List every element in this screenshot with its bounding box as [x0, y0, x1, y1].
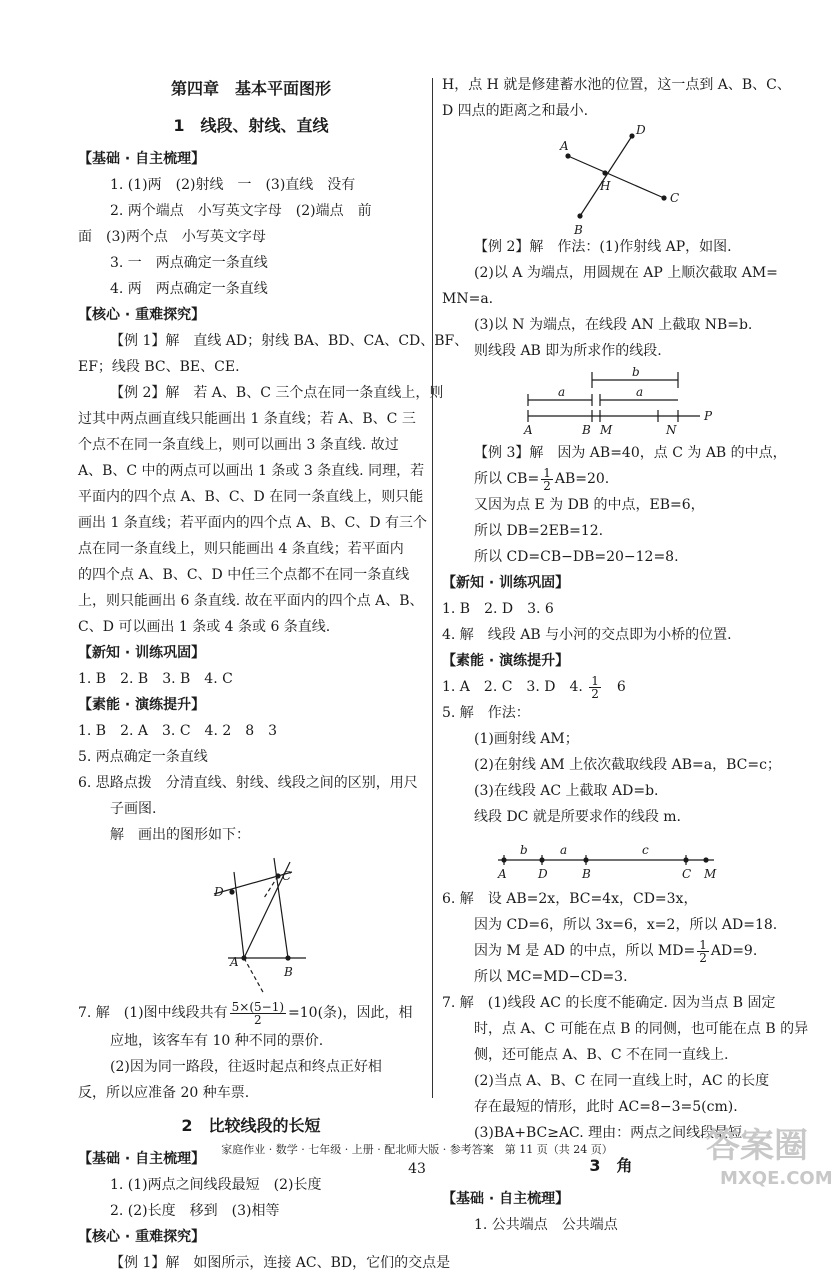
text-line: 线段 DC 就是所要求作的线段 m.	[474, 809, 682, 825]
subsection-heading: 【新知 · 训练巩固】	[78, 645, 206, 661]
text-line: 点在同一条直线上，则只能画出 4 条直线；若平面内	[78, 541, 404, 557]
text-line: 存在最短的情形，此时 AC=8−3=5(cm).	[474, 1099, 738, 1115]
fig2-svg	[442, 124, 780, 234]
text-line: 7. 解 (1)线段 AC 的长度不能确定. 因为当点 B 固定	[442, 995, 776, 1011]
fraction-denominator: 2	[591, 686, 599, 701]
fraction-denominator: 2	[254, 1012, 262, 1027]
fraction	[589, 675, 601, 700]
point-a	[565, 153, 570, 158]
text-line: 【例 1】解 如图所示，连接 AC、BD，它们的交点是	[110, 1255, 451, 1271]
label-A: A	[524, 423, 533, 437]
figure-fig3	[442, 364, 780, 440]
text-line: (1)画射线 AM；	[474, 731, 579, 747]
subsection-heading: 【素能 · 演练提升】	[442, 653, 570, 669]
text-line: (2)以 A 为端点，用圆规在 AP 上顺次截取 AM=	[474, 265, 778, 281]
text-line: 1. B 2. D 3. 6	[442, 601, 554, 617]
text-line: 5. 两点确定一条直线	[78, 749, 208, 765]
text-line: 【例 2】解 作法：(1)作射线 AP，如图.	[474, 239, 732, 255]
text-line: 所以 CD=CB−DB=20−12=8.	[474, 549, 679, 565]
figure-fig2	[442, 124, 780, 234]
text-line: 1. (1)两 (2)射线 一 (3)直线 没有	[110, 177, 356, 193]
subsection-heading: 【基础 · 自主梳理】	[78, 1151, 206, 1167]
text-line: 因为 CD=6，所以 3x=6，x=2，所以 AD=18.	[474, 917, 778, 933]
text-line: 6. 解 设 AB=2x，BC=4x，CD=3x，	[442, 891, 698, 907]
point-h	[602, 170, 607, 175]
point-b	[285, 955, 290, 960]
subsection-heading: 【核心 · 重难探究】	[78, 307, 206, 323]
text-line: (2)在射线 AM 上依次截取线段 AB=a，BC=c；	[474, 757, 781, 773]
text-line: (3)以 N 为端点，在线段 AN 上截取 NB=b.	[474, 317, 753, 333]
fig1-svg	[78, 848, 424, 998]
text-line: 3. 一 两点确定一条直线	[110, 255, 268, 271]
label-d: D	[636, 124, 646, 137]
label-P: P	[704, 409, 713, 423]
text-line: 个点不在同一条直线上，则可以画出 3 条直线. 故过	[78, 437, 399, 453]
label-a: A	[230, 955, 239, 969]
label-d: D	[214, 885, 224, 899]
point-2	[583, 857, 588, 862]
fig4-svg	[442, 830, 780, 886]
label-c: C	[670, 191, 680, 205]
text-part: 1. A 2. C 3. D 4.	[442, 679, 588, 695]
figure-fig4	[442, 830, 780, 886]
text-line: H，点 H 就是修建蓄水池的位置，这一点到 A、B、C、	[442, 77, 791, 93]
text-line: 平面内的四个点 A、B、C、D 在同一条直线上，则只能	[78, 489, 424, 505]
fraction	[541, 467, 553, 492]
text-line: A、B、C 中的两点可以画出 1 条或 3 条直线. 同理，若	[78, 463, 425, 479]
segment-ac	[568, 156, 664, 198]
text-line: 【例 1】解 直线 AD；射线 BA、BD、CA、CD、BF、	[110, 333, 469, 349]
label-C: C	[682, 867, 692, 881]
text-line: 上，则只能画出 6 条直线. 故在平面内的四个点 A、B、	[78, 593, 424, 609]
text-part: 因为 M 是 AD 的中点，所以 MD=	[474, 943, 696, 959]
watermark-logo: 答案圈	[706, 1126, 808, 1166]
point-4	[703, 857, 708, 862]
label-c-seg: c	[642, 843, 649, 857]
text-line: EF；线段 BC、BE、CE.	[78, 359, 240, 375]
segment-bd	[580, 136, 632, 216]
fraction	[697, 939, 709, 964]
text-line: D 四点的距离之和最小.	[442, 103, 589, 119]
column-divider	[432, 78, 433, 1098]
figure-fig1	[78, 848, 424, 998]
fig3-svg	[442, 364, 780, 440]
text-line-with-fraction	[442, 938, 780, 964]
label-b-seg: b	[520, 843, 528, 857]
text-line: 又因为点 E 为 DB 的中点，EB=6，	[474, 497, 705, 513]
text-line: (2)因为同一路段，往返时起点和终点正好相	[110, 1059, 382, 1075]
text-line: 子画图.	[110, 801, 157, 817]
subsection-heading: 【素能 · 演练提升】	[78, 697, 206, 713]
text-line: 所以 MC=MD−CD=3.	[474, 969, 628, 985]
text-line: (3)在线段 AC 上截取 AD=b.	[474, 783, 659, 799]
section-title: 2 比较线段的长短	[181, 1116, 321, 1135]
point-c	[661, 195, 666, 200]
label-N: N	[666, 423, 677, 437]
text-line: (3)BA+BC≥AC. 理由：两点之间线段最短.	[474, 1125, 747, 1141]
label-M: M	[600, 423, 613, 437]
point-c	[275, 873, 280, 878]
text-line: 5. 解 作法：	[442, 705, 530, 721]
text-line: (2)当点 A、B、C 在同一直线上时，AC 的长度	[474, 1073, 770, 1089]
page-footer: 家庭作业 · 数学 · 七年级 · 上册 · 配北师大版 · 参考答案 第 11 页（共 24 页）	[221, 1143, 613, 1156]
fraction-denominator: 2	[699, 950, 707, 965]
subsection-heading: 【核心 · 重难探究】	[78, 1229, 206, 1245]
section-title: 3 角	[589, 1156, 633, 1175]
text-line: 解 画出的图形如下：	[110, 827, 250, 843]
text-part: =10(条)，因此，相	[288, 1005, 413, 1021]
label-b-seg: b	[632, 365, 640, 379]
section-title: 1 线段、射线、直线	[173, 116, 329, 135]
fraction-numerator: 1	[699, 937, 707, 952]
label-A: A	[498, 867, 507, 881]
fraction-numerator: 5×(5−1)	[231, 999, 285, 1014]
text-line: 时，点 A、C 可能在点 B 的同侧，也可能在点 B 的异	[474, 1021, 809, 1037]
line-ext	[244, 958, 264, 994]
text-line: MN=a.	[442, 291, 494, 307]
text-line: 【例 3】解 因为 AB=40，点 C 为 AB 的中点，	[474, 445, 787, 461]
page-number: 43	[408, 1161, 426, 1177]
label-M: M	[704, 867, 717, 881]
label-a1: a	[558, 385, 566, 399]
label-D: D	[538, 867, 548, 881]
text-line: 画出 1 条直线；若平面内的四个点 A、B、C、D 有三个	[78, 515, 428, 531]
label-b: B	[574, 223, 583, 234]
point-b	[577, 213, 582, 218]
label-a-seg: a	[560, 843, 568, 857]
point-a	[241, 955, 246, 960]
text-line-with-fraction	[78, 998, 424, 1028]
point-1	[539, 857, 544, 862]
label-B: B	[582, 423, 591, 437]
text-line: 反，所以应准备 20 种车票.	[78, 1085, 250, 1101]
text-line: 4. 解 线段 AB 与小河的交点即为小桥的位置.	[442, 627, 732, 643]
text-line: 6. 思路点拨 分清直线、射线、线段之间的区别，用尺	[78, 775, 418, 791]
subsection-heading: 【新知 · 训练巩固】	[442, 575, 570, 591]
text-line: 4. 两 两点确定一条直线	[110, 281, 268, 297]
fraction-numerator: 1	[591, 673, 599, 688]
point-d	[629, 133, 634, 138]
fraction-denominator: 2	[543, 478, 551, 493]
chapter-title: 第四章 基本平面图形	[170, 79, 331, 98]
label-c: C	[282, 869, 292, 883]
text-line: 1. (1)两点之间线段最短 (2)长度	[110, 1177, 322, 1193]
text-line: 1. B 2. B 3. B 4. C	[78, 671, 233, 687]
label-h: H	[600, 179, 611, 193]
line-ad	[234, 872, 244, 958]
text-line-with-fraction	[442, 674, 780, 700]
text-line: C、D 可以画出 1 条或 4 条或 6 条直线.	[78, 619, 331, 635]
label-b: B	[284, 965, 293, 979]
fraction-numerator: 1	[543, 465, 551, 480]
text-line-with-fraction	[442, 466, 780, 492]
subsection-heading: 【基础 · 自主梳理】	[442, 1191, 570, 1207]
point-0	[501, 857, 506, 862]
text-line: 过其中两点画直线只能画出 1 条直线；若 A、B、C 三	[78, 411, 416, 427]
label-a: A	[560, 139, 569, 153]
text-line: 【例 2】解 若 A、B、C 三个点在同一条直线上，则	[110, 385, 444, 401]
text-line: 2. (2)长度 移到 (3)相等	[110, 1203, 280, 1219]
text-line: 则线段 AB 即为所求作的线段.	[474, 343, 662, 359]
text-part: 6	[602, 679, 626, 695]
point-d	[229, 889, 234, 894]
subsection-heading: 【基础 · 自主梳理】	[78, 151, 206, 167]
text-part: AD=9.	[710, 943, 758, 959]
text-line: 应地，该客车有 10 种不同的票价.	[110, 1033, 324, 1049]
text-line: 的四个点 A、B、C、D 中任三个点都不在同一条直线	[78, 567, 410, 583]
fraction	[230, 1001, 286, 1026]
text-line: 2. 两个端点 小写英文字母 (2)端点 前	[110, 203, 372, 219]
watermark-url: MXQE.COM	[720, 1168, 833, 1189]
text-part: 7. 解 (1)图中线段共有	[78, 1005, 228, 1021]
text-line: 所以 DB=2EB=12.	[474, 523, 604, 539]
text-line: 1. 公共端点 公共端点	[474, 1217, 618, 1233]
point-3	[683, 857, 688, 862]
label-B: B	[582, 867, 591, 881]
right-column	[442, 72, 809, 1238]
text-line: 侧，还可能点 A、B、C 不在同一直线上.	[474, 1047, 729, 1063]
text-line: 面 (3)两个点 小写英文字母	[78, 229, 266, 245]
text-part: AB=20.	[554, 471, 610, 487]
text-part: 所以 CB=	[474, 471, 540, 487]
text-line: 1. B 2. A 3. C 4. 2 8 3	[78, 723, 278, 739]
label-a2: a	[636, 385, 644, 399]
